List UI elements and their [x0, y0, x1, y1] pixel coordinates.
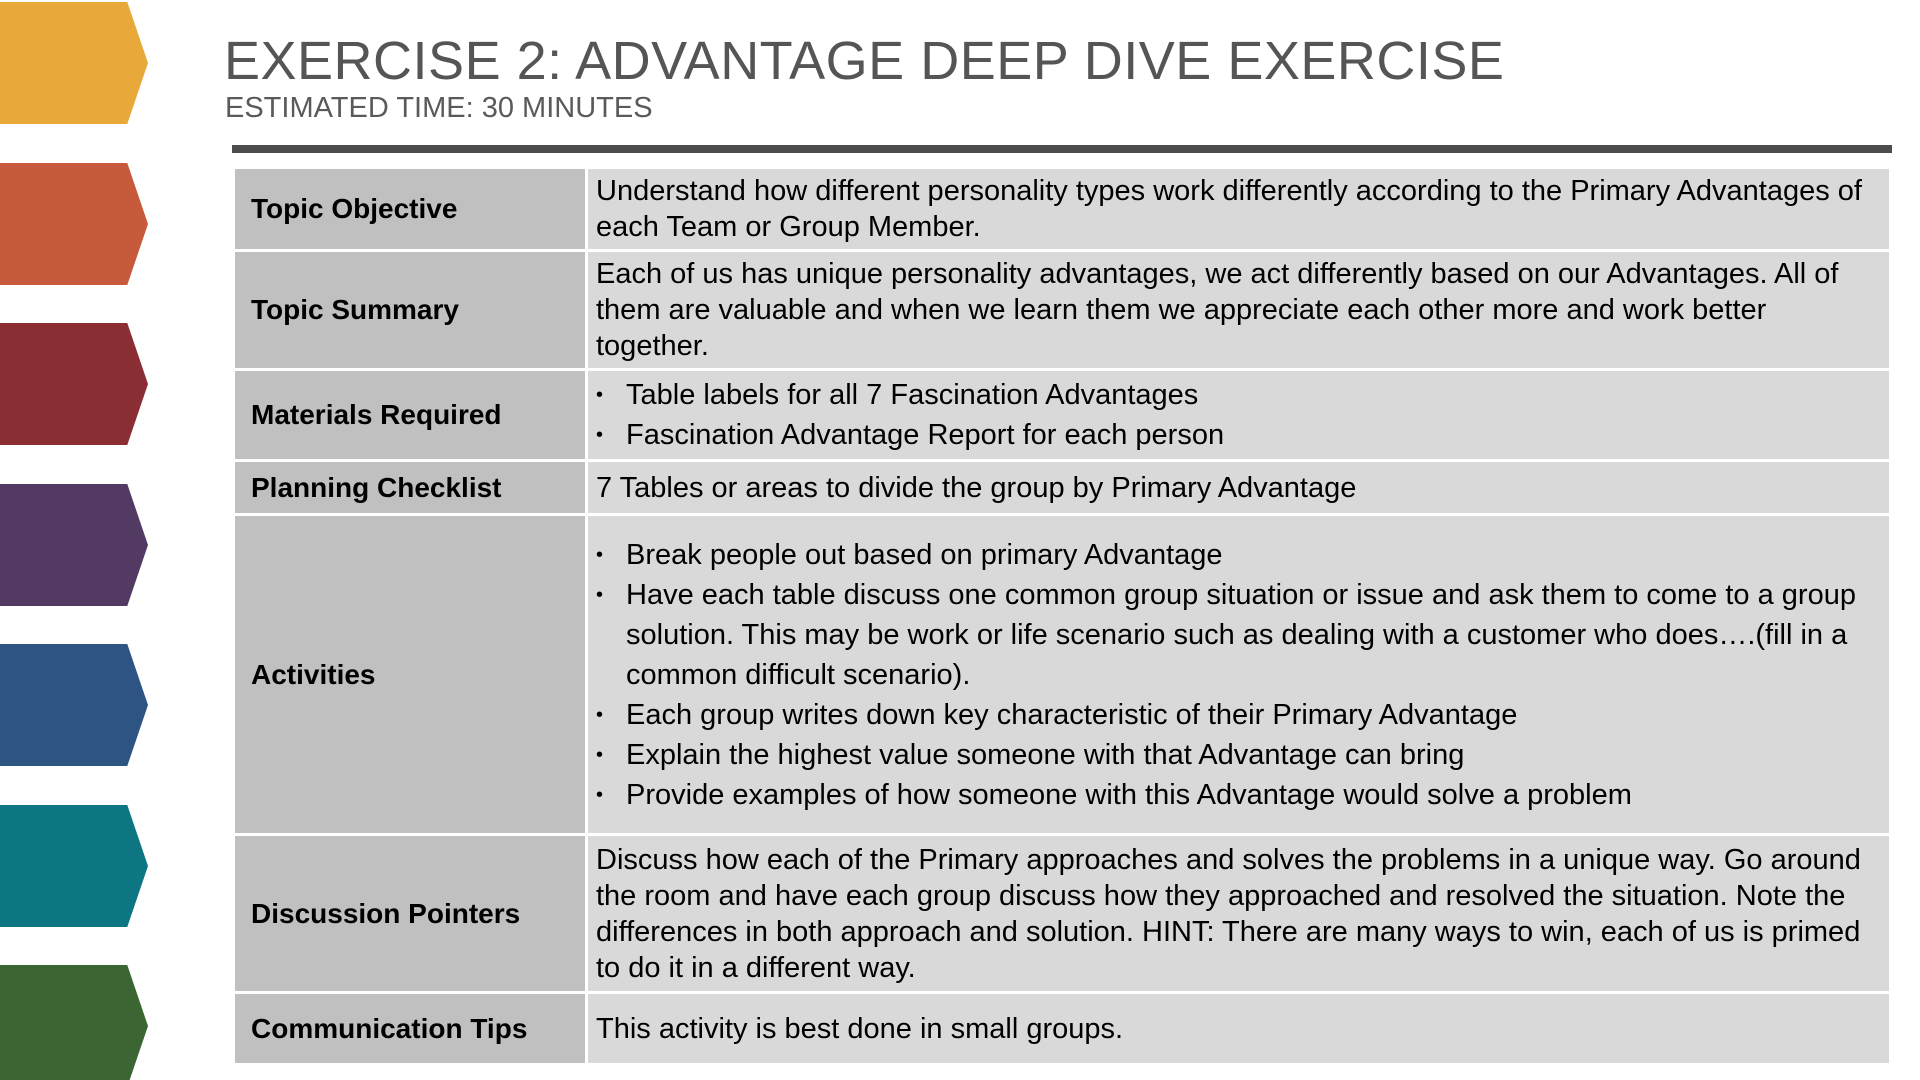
list-item-text: Each group writes down key characteristic of their Primary Advantage: [626, 698, 1518, 731]
row-label: Topic Objective: [234, 168, 587, 251]
row-label: Materials Required: [234, 370, 587, 461]
list-item-text: Explain the highest value someone with that Advantage can bring: [626, 738, 1465, 771]
color-tabs: [0, 0, 160, 1080]
bullet-icon: •: [596, 384, 604, 406]
row-value: Discuss how each of the Primary approaches and solves the problems in a unique way. Go around the room and have each group discuss how they approached and resolved the situation. Note the differences in both approach and solution. HINT: There are many ways to win, each of us is primed to do it in a different way.: [587, 835, 1891, 993]
bullet-icon: •: [596, 424, 604, 446]
page-title: EXERCISE 2: ADVANTAGE DEEP DIVE EXERCISE: [224, 31, 1505, 91]
table-row: [234, 168, 1891, 251]
exercise-table: [232, 166, 1892, 1066]
row-label: Communication Tips: [234, 993, 587, 1065]
page-subtitle: ESTIMATED TIME: 30 MINUTES: [225, 92, 653, 124]
list-item: [596, 735, 1885, 775]
bullet-icon: •: [596, 543, 604, 566]
tab-green: [0, 965, 148, 1080]
list-item: [596, 775, 1885, 815]
table-row: [234, 370, 1891, 461]
header-divider: [232, 145, 1892, 153]
tab-blue: [0, 644, 148, 766]
list-item-text: Break people out based on primary Advantage: [626, 538, 1223, 571]
tab-yellow: [0, 2, 148, 124]
bullet-icon: •: [596, 743, 604, 766]
row-label: Discussion Pointers: [234, 835, 587, 993]
row-label: Topic Summary: [234, 251, 587, 370]
list-item: [596, 575, 1885, 695]
row-value: [587, 370, 1891, 461]
tab-red: [0, 323, 148, 445]
tab-orange: [0, 163, 148, 285]
list-item: [596, 375, 1885, 415]
list-item-text: Fascination Advantage Report for each person: [626, 419, 1225, 451]
bullet-icon: •: [596, 583, 604, 606]
tab-teal: [0, 805, 148, 927]
row-label: Activities: [234, 515, 587, 835]
row-label: Planning Checklist: [234, 461, 587, 515]
bullet-icon: •: [596, 783, 604, 806]
table-row: [234, 993, 1891, 1065]
row-value: Each of us has unique personality advantages, we act differently based on our Advantages. All of them are valuable and when we learn them we appreciate each other more and work better together.: [587, 251, 1891, 370]
list-item-text: Provide examples of how someone with this Advantage would solve a problem: [626, 778, 1632, 811]
bullet-list: [596, 375, 1885, 455]
tab-purple: [0, 484, 148, 606]
list-item: [596, 415, 1885, 455]
table-row: [234, 515, 1891, 835]
list-item: [596, 695, 1885, 735]
list-item-text: Table labels for all 7 Fascination Advantages: [626, 379, 1199, 411]
list-item: [596, 535, 1885, 575]
bullet-icon: •: [596, 703, 604, 726]
row-value: This activity is best done in small groups.: [587, 993, 1891, 1065]
list-item-text: Have each table discuss one common group situation or issue and ask them to come to a group solution. This may be work or life scenario such as dealing with a customer who does….(fill in a common difficult scenario).: [626, 578, 1856, 691]
table-row: [234, 461, 1891, 515]
row-value: 7 Tables or areas to divide the group by Primary Advantage: [587, 461, 1891, 515]
table-row: [234, 835, 1891, 993]
bullet-list: [596, 535, 1885, 815]
row-value: Understand how different personality types work differently according to the Primary Advantages of each Team or Group Member.: [587, 168, 1891, 251]
table-row: [234, 251, 1891, 370]
row-value: [587, 515, 1891, 835]
